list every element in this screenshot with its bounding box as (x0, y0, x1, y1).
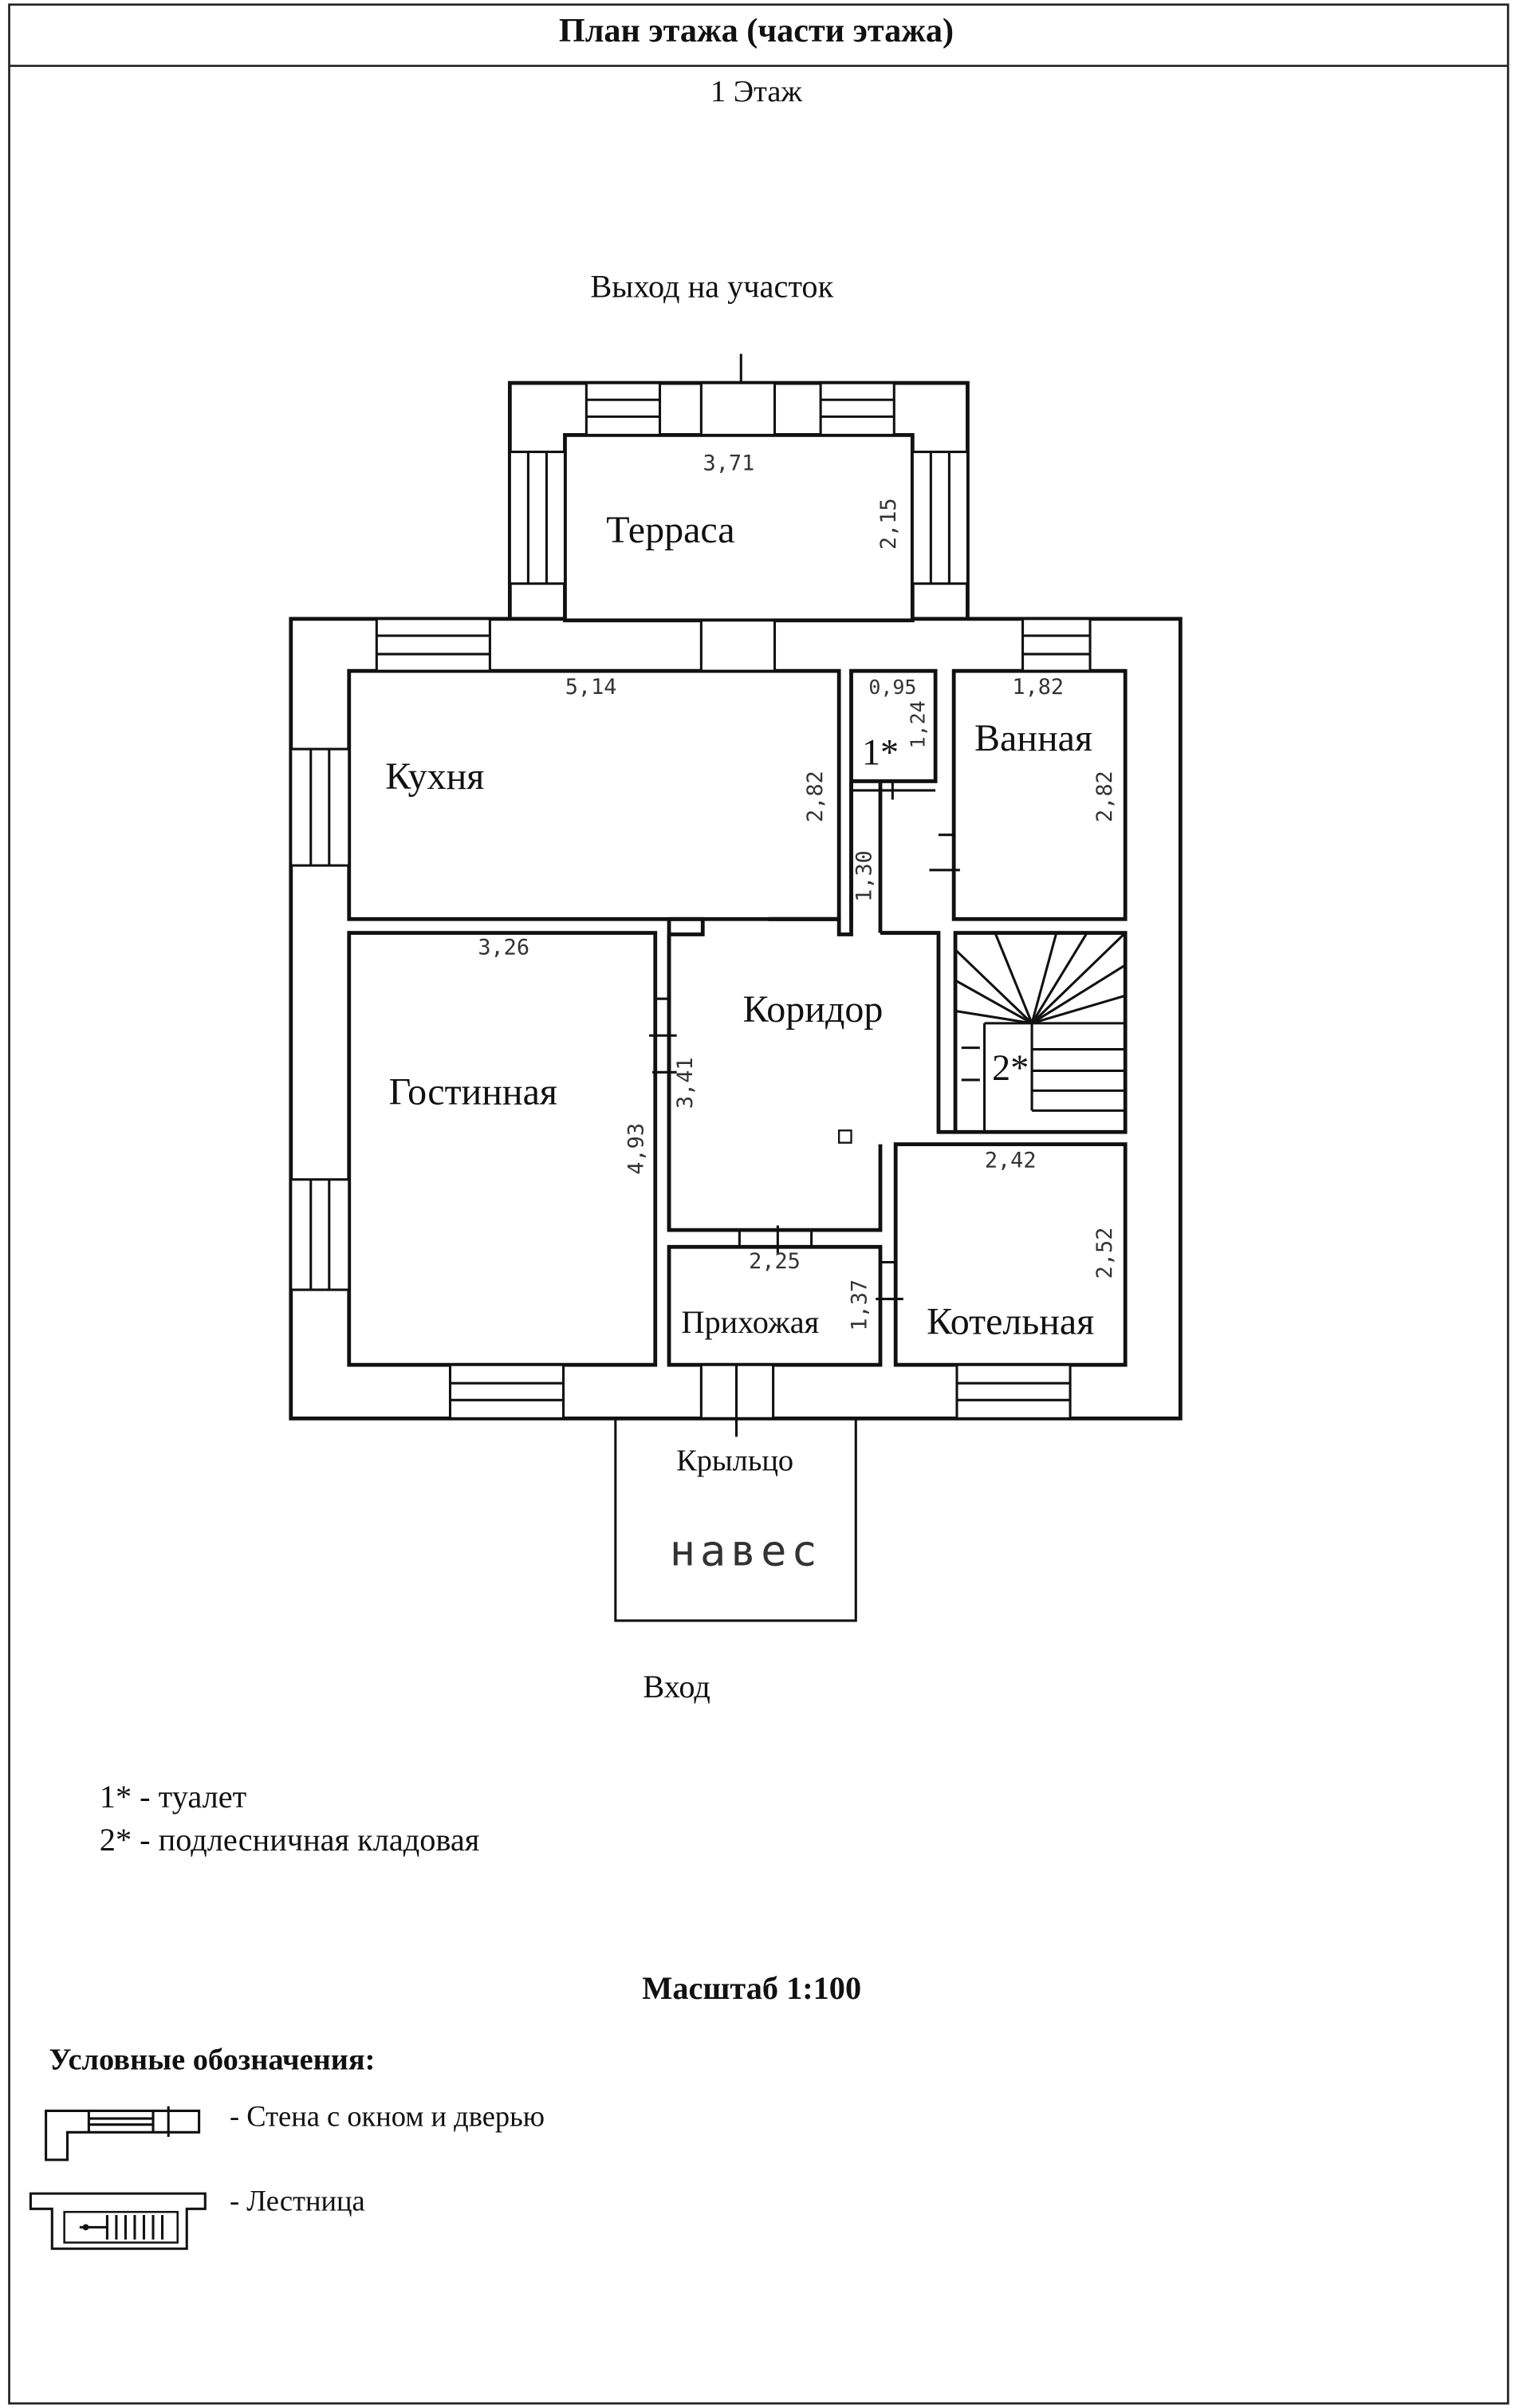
room-living-name: Гостинная (388, 1070, 557, 1113)
dim-boiler-h: 2,52 (1092, 1227, 1117, 1279)
dim-terrace-w: 3,71 (703, 451, 755, 476)
corridor-fixture (839, 1130, 851, 1142)
dim-hall-h: 1,37 (847, 1279, 872, 1331)
note-storage: 2* - подлесничная кладовая (99, 1821, 480, 1858)
note-toilet: 1* - туалет (99, 1779, 247, 1815)
legend-wall-text: - Стена с окном и дверью (229, 2099, 545, 2133)
dim-terrace-h: 2,15 (876, 498, 902, 550)
dim-toilet-h: 1,24 (906, 700, 930, 749)
room-boiler-name: Котельная (927, 1300, 1095, 1343)
floor-label: 1 Этаж (710, 74, 802, 108)
room-storage-name: 2* (992, 1046, 1029, 1088)
dim-kitchen-h: 2,82 (803, 770, 828, 823)
dim-toilet-w: 0,95 (868, 675, 917, 699)
dim-kitchen-w: 5,14 (565, 674, 617, 700)
dim-living-w: 3,26 (478, 935, 530, 960)
room-corridor-name: Коридор (742, 987, 884, 1031)
entrance-label: Вход (643, 1668, 710, 1705)
exit-label: Выход на участок (590, 268, 834, 305)
room-kitchen-name: Кухня (385, 755, 485, 798)
porch-label: Крыльцо (676, 1444, 794, 1478)
room-hall-name: Прихожая (681, 1303, 820, 1340)
legend-stair-text: - Лестница (229, 2184, 365, 2217)
dim-corridor-h: 3,41 (672, 1057, 698, 1109)
dim-bathroom-h: 2,82 (1092, 770, 1117, 823)
legend-stair-symbol (30, 2193, 205, 2248)
dim-bathroom-w: 1,82 (1012, 674, 1065, 700)
room-bathroom-name: Ванная (974, 717, 1093, 760)
legend-wall-symbol (46, 2107, 199, 2160)
room-toilet-name: 1* (861, 731, 899, 773)
dim-hall-w: 2,25 (749, 1249, 801, 1275)
canopy-label: навес (669, 1525, 822, 1576)
legend-title: Условные обозначения: (49, 2043, 376, 2077)
dim-living-h: 4,93 (624, 1122, 649, 1175)
page-title: План этажа (части этажа) (558, 11, 954, 49)
scale-label: Масштаб 1:100 (642, 1970, 862, 2007)
dim-boiler-w: 2,42 (984, 1148, 1037, 1173)
room-terrace-name: Терраса (606, 508, 735, 551)
dim-corridor-w: 1,30 (852, 850, 877, 902)
house-walls (291, 383, 1181, 1418)
